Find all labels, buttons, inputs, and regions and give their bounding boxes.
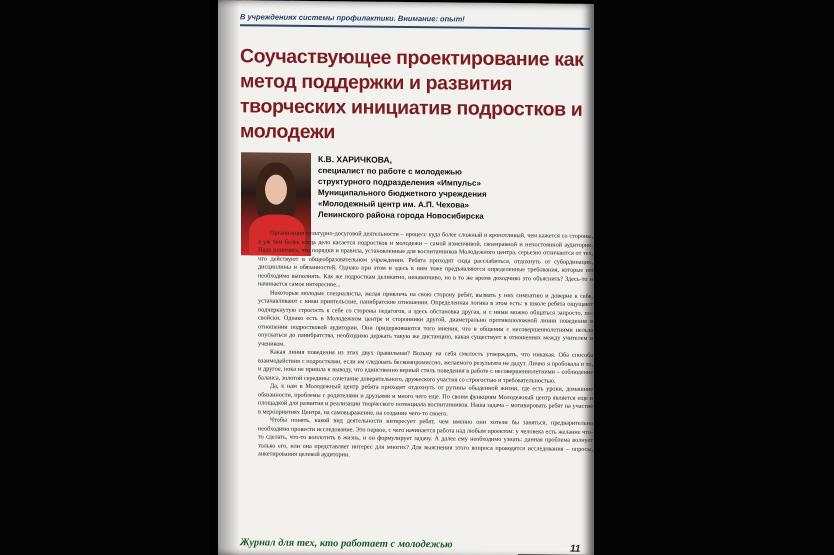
journal-footer: Журнал для тех, кто работает с молодежью — [240, 537, 453, 551]
paragraph: Какая линия поведения из этих двух правильная? Возьму на себя смелость утверждать, что никакая. Оба способа взаимодействия с подростками, если им следовать бескомпромиссно, желаемого результата не дадут. Лично я пробовала и то, и другое, пока не пришла к выводу, что единственно верный стиль поведения в работе с несовершеннолетними – соблюдение баланса, золотой середины: сочетание доверительного, дружеского участия со строгостью и требовательностью. — [258, 348, 593, 385]
article-title: Соучаствующее проектирование как метод поддержки и развития творческих инициатив подростков и молодежи — [240, 45, 584, 144]
paragraph: Некоторые молодые специалисты, желая привлечь на свою сторону ребят, вызвать у них симпатию и доверие к себе, устанавливают с ними приятельские, панибратские отношения. Определенная логика в этом есть: в школе ребята ощущают подчеркнутую строгость к себе со стороны педагогов, а здесь обстановка другая, и с ними можно общаться запросто, по-свойски. Однако есть в Молодежном центре и сторонники другой, диаметрально противоположной линии поведения в отношении подростковой аудитории. Они придерживаются того мнения, что в общении с несовершеннолетними нельзя опускаться до панибратства, необходимо держать такую же дистанцию, какая существует в отношениях между учителем и учеником. — [258, 289, 593, 348]
author-line: Муниципального бюджетного учреждения — [318, 188, 487, 199]
author-name: К.В. ХАРИЧКОВА, — [318, 154, 392, 165]
paragraph: Да, к нам в Молодежный центр ребята приходят отдохнуть от рутины обыденной жизни, где есть уроки, домашние обязанности, проблемы с родителями и друзьями и много чего еще. По своим функциям Молодежный центр является еще и площадкой для развития и реализации творческого потенциала воспитанников. Наша задача – мотивировать ребят на участие в мероприятиях Центра, на самовыражение, на создание чего-то своего. — [258, 382, 593, 417]
author-line: Ленинского района города Новосибирска — [318, 210, 484, 221]
author-line: «Молодежный центр им. А.П. Чехова» — [318, 199, 469, 210]
author-line: структурного подразделения «Импульс» — [318, 177, 481, 188]
page-gutter-shadow — [218, 0, 240, 555]
page-number: 11 — [570, 543, 581, 555]
magazine-page — [218, 0, 594, 555]
article-body — [258, 229, 593, 462]
background-left — [0, 0, 210, 555]
author-block — [318, 154, 588, 223]
section-header: В учреждениях системы профилактики. Внимание: опыт! — [240, 12, 465, 24]
paragraph: Чтобы понять, какой вид деятельности интересует ребят, чем именно они хотели бы заняться, предварительно необходимо провести исследование. Это первое, с чего начинается работа над любым проектом: у человека есть желание что-то сделать, что-то воплотить в жизнь, и он формулирует задачу. А далее ему необходимо узнать: данная проблема волнует только его, или она представляет интерес для многих? Для выяснения этого вопроса проводятся исследования – опросы, анкетирования целевой аудитории. — [258, 416, 593, 459]
header-rule — [240, 24, 590, 30]
paragraph: Организация культурно-досуговой деятельности – процесс куда более сложный и кропотливый, чем кажется со стороны, а уж тем более когда дело касается подростков и молодежи – самой изменчивой, своенравной и непостоянной аудитории. Надо понимать, что порядки и правила, установленные для воспитанников Молодежного центра, серьезно отличаются от тех, что действуют в общеобразовательном учреждении. Ребята приходят сюда расслабиться, отдохнуть от субординации, дисциплины и обязанностей. Однако при этом и здесь к ним тоже предъявляются определенные требования, которые им необходимо выполнять. Как же подросткам деликатно, ненавязчиво, но в то же время доходчиво это объяснить? Здесь-то и начинается самое интересное... — [258, 229, 593, 289]
photo-face — [265, 174, 287, 204]
background-right — [594, 0, 834, 555]
author-line: специалист по работе с молодежью — [318, 166, 462, 177]
